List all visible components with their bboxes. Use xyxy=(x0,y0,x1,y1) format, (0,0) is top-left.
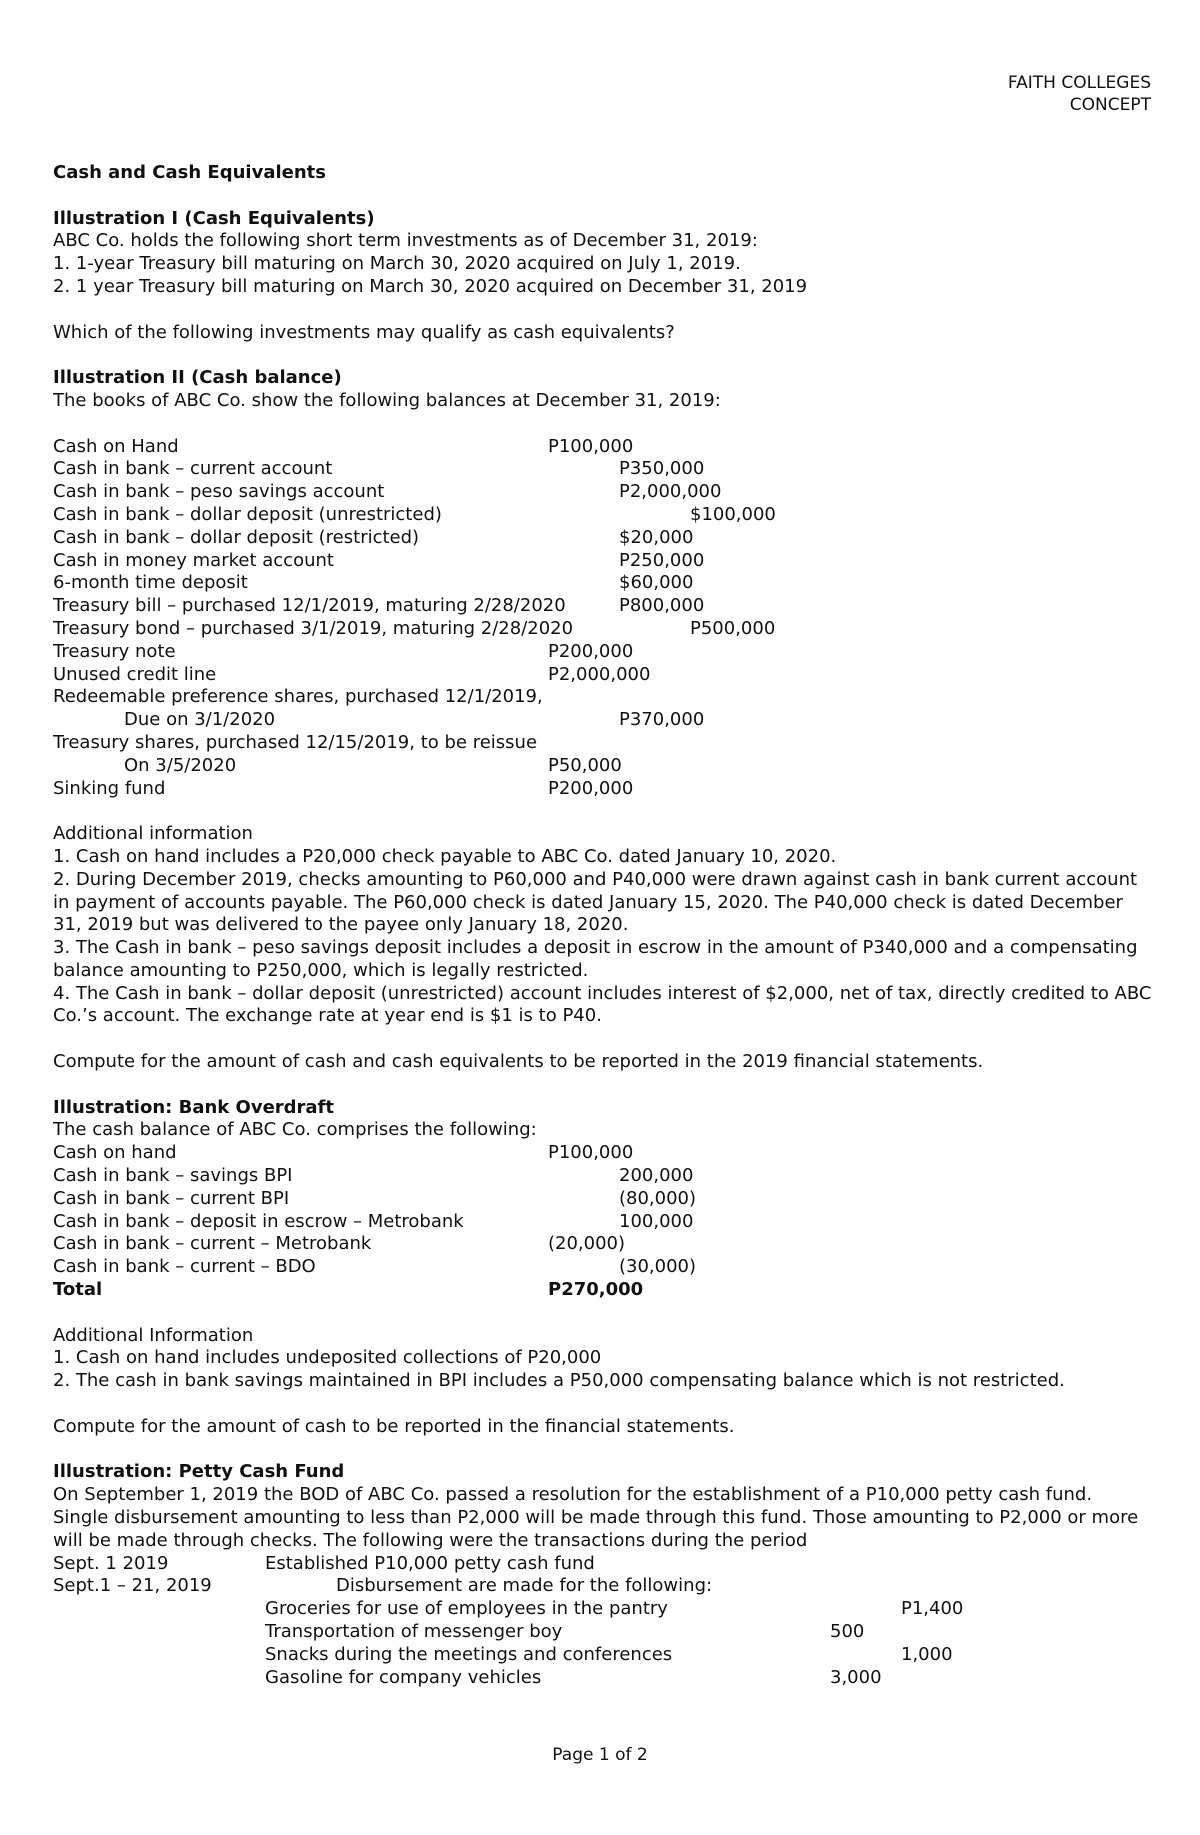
ill3-heading: Illustration: Bank Overdraft xyxy=(53,1096,334,1118)
table-row xyxy=(53,755,1153,778)
ill3-note-1: 1. Cash on hand includes undeposited collections of P20,000 xyxy=(53,1347,602,1369)
table-row xyxy=(53,1256,1153,1279)
page-header xyxy=(1008,72,1151,116)
row-label: Cash in bank – savings BPI xyxy=(53,1165,293,1187)
row-amount: P350,000 xyxy=(619,458,705,480)
item-label: Groceries for use of employees in the pantry xyxy=(265,1598,668,1620)
document-title: Cash and Cash Equivalents xyxy=(53,162,326,183)
row-amount: P50,000 xyxy=(548,754,622,776)
table-row xyxy=(53,504,1153,527)
row-label: Treasury note xyxy=(53,640,176,662)
transaction-text: Established P10,000 petty cash fund xyxy=(265,1552,595,1574)
ill1-heading: Illustration I (Cash Equivalents) xyxy=(53,207,375,229)
row-label: Treasury shares, purchased 12/15/2019, to be reissue xyxy=(53,731,538,753)
header-school-name: FAITH COLLEGES xyxy=(1007,73,1151,93)
petty-cash-row xyxy=(53,1575,1153,1598)
ill4-intro: On September 1, 2019 the BOD of ABC Co. passed a resolution for the establishment of a P10,000 petty cash fund. Single disbursement amounting to less than P2,000 will be made through this fund. Those amounting to P2,000 or more will be made through checks. The following were the transactions during the period xyxy=(53,1484,1139,1551)
row-label: Cash in bank – current BPI xyxy=(53,1187,290,1209)
row-label: Cash in bank – current – BDO xyxy=(53,1256,316,1278)
table-row xyxy=(53,527,1153,550)
ill4-heading: Illustration: Petty Cash Fund xyxy=(53,1461,345,1483)
table-row xyxy=(53,1188,1153,1211)
disbursement-item xyxy=(53,1644,1153,1667)
table-row xyxy=(53,709,1153,732)
transaction-date: Sept. 1 2019 xyxy=(53,1552,169,1574)
row-label: Sinking fund xyxy=(53,777,166,799)
table-row xyxy=(53,550,1153,573)
row-amount: P800,000 xyxy=(619,595,705,617)
item-amount: 500 xyxy=(830,1621,865,1642)
row-amount: $20,000 xyxy=(619,526,694,548)
transaction-text: Disbursement are made for the following: xyxy=(336,1575,713,1597)
row-amount: P100,000 xyxy=(548,1142,634,1164)
table-row xyxy=(53,1233,1153,1256)
table-row xyxy=(53,1165,1153,1188)
disbursement-item xyxy=(53,1667,1153,1690)
item-amount: 1,000 xyxy=(901,1643,953,1665)
row-amount: P370,000 xyxy=(619,709,705,731)
ill2-note-4: 4. The Cash in bank – dollar deposit (unrestricted) account includes interest of $2,000, net of tax, directly credited to ABC Co.’s account. The exchange rate at year end is $1 is to P40. xyxy=(53,982,1152,1027)
disbursement-item xyxy=(53,1621,1153,1644)
table-row xyxy=(53,686,1153,709)
table-row xyxy=(53,481,1153,504)
row-amount: (80,000) xyxy=(619,1187,697,1209)
row-label: 6-month time deposit xyxy=(53,572,248,594)
row-label: Cash on Hand xyxy=(53,435,179,457)
row-amount: P2,000,000 xyxy=(619,481,722,503)
row-label: Cash in bank – dollar deposit (unrestricted) xyxy=(53,503,442,525)
row-amount: 100,000 xyxy=(619,1210,694,1232)
row-amount: P200,000 xyxy=(548,640,634,662)
row-label: Cash in bank – dollar deposit (restricted) xyxy=(53,526,420,548)
ill2-balance-table xyxy=(53,436,1153,801)
total-amount: P270,000 xyxy=(548,1279,644,1301)
row-amount: P200,000 xyxy=(548,777,634,799)
row-label: Cash in bank – current account xyxy=(53,458,333,480)
ill3-note-2: 2. The cash in bank savings maintained in BPI includes a P50,000 compensating balance which is not restricted. xyxy=(53,1370,1065,1392)
table-row xyxy=(53,778,1153,801)
ill2-note-2: 2. During December 2019, checks amounting to P60,000 and P40,000 were drawn against cash in bank current account in payment of accounts payable. The P60,000 check is dated January 15, 2020. The P40,000 check is dated December 31, 2019 but was delivered to the payee only January 18, 2020. xyxy=(53,868,1138,936)
item-label: Gasoline for company vehicles xyxy=(265,1666,542,1688)
item-label: Snacks during the meetings and conferences xyxy=(265,1643,673,1665)
table-row xyxy=(53,664,1153,687)
row-label: Cash in bank – deposit in escrow – Metrobank xyxy=(53,1210,464,1232)
ill2-question: Compute for the amount of cash and cash equivalents to be reported in the 2019 financial statements. xyxy=(53,1051,984,1073)
ill2-note-1: 1. Cash on hand includes a P20,000 check payable to ABC Co. dated January 10, 2020. xyxy=(53,845,837,867)
row-label: Treasury bill – purchased 12/1/2019, maturing 2/28/2020 xyxy=(53,595,566,617)
table-row xyxy=(53,1142,1153,1165)
ill3-overdraft-table xyxy=(53,1142,1153,1302)
petty-cash-row xyxy=(53,1553,1153,1576)
item-amount: P1,400 xyxy=(901,1598,964,1620)
page-number: Page 1 of 2 xyxy=(552,1745,648,1765)
row-label: Redeemable preference shares, purchased 12/1/2019, xyxy=(53,686,543,708)
table-row xyxy=(53,595,1153,618)
row-label: Cash in bank – peso savings account xyxy=(53,481,385,503)
header-school-subtitle: CONCEPT xyxy=(1069,95,1151,115)
row-amount: $100,000 xyxy=(690,503,776,525)
table-row xyxy=(53,732,1153,755)
ill3-additional-heading: Additional Information xyxy=(53,1324,254,1346)
ill1-question: Which of the following investments may qualify as cash equivalents? xyxy=(53,321,675,343)
table-row xyxy=(53,572,1153,595)
table-row xyxy=(53,458,1153,481)
row-amount: P500,000 xyxy=(690,617,776,639)
ill2-note-3: 3. The Cash in bank – peso savings deposit includes a deposit in escrow in the amount of P340,000 and a compensating balance amounting to P250,000, which is legally restricted. xyxy=(53,937,1138,981)
table-row xyxy=(53,436,1153,459)
row-amount: (20,000) xyxy=(548,1233,626,1255)
item-label: Transportation of messenger boy xyxy=(265,1621,563,1642)
ill2-heading: Illustration II (Cash balance) xyxy=(53,367,342,389)
row-amount: P250,000 xyxy=(619,549,705,571)
total-row xyxy=(53,1279,1153,1302)
ill1-intro: ABC Co. holds the following short term investments as of December 31, 2019: xyxy=(53,230,758,252)
row-label: Due on 3/1/2020 xyxy=(124,709,276,731)
ill1-item-1: 1. 1-year Treasury bill maturing on March 30, 2020 acquired on July 1, 2019. xyxy=(53,253,741,275)
table-row xyxy=(53,1211,1153,1234)
row-label: On 3/5/2020 xyxy=(124,754,237,776)
row-label: Cash in money market account xyxy=(53,549,334,571)
document-body xyxy=(53,162,1153,1689)
transaction-date: Sept.1 – 21, 2019 xyxy=(53,1575,212,1597)
total-label: Total xyxy=(53,1279,103,1301)
ill3-intro: The cash balance of ABC Co. comprises the following: xyxy=(53,1119,537,1141)
row-amount: (30,000) xyxy=(619,1256,697,1278)
row-label: Cash in bank – current – Metrobank xyxy=(53,1233,372,1255)
row-amount: P2,000,000 xyxy=(548,663,651,685)
table-row xyxy=(53,641,1153,664)
item-amount: 3,000 xyxy=(830,1666,882,1688)
row-amount: 200,000 xyxy=(619,1165,694,1187)
ill1-item-2: 2. 1 year Treasury bill maturing on March 30, 2020 acquired on December 31, 2019 xyxy=(53,275,808,297)
ill2-intro: The books of ABC Co. show the following balances at December 31, 2019: xyxy=(53,389,721,411)
ill2-additional-heading: Additional information xyxy=(53,823,253,845)
row-label: Treasury bond – purchased 3/1/2019, maturing 2/28/2020 xyxy=(53,617,574,639)
row-amount: P100,000 xyxy=(548,435,634,457)
disbursement-item xyxy=(53,1598,1153,1621)
ill3-question: Compute for the amount of cash to be reported in the financial statements. xyxy=(53,1415,735,1437)
row-amount: $60,000 xyxy=(619,572,694,594)
table-row xyxy=(53,618,1153,641)
row-label: Cash on hand xyxy=(53,1142,177,1164)
row-label: Unused credit line xyxy=(53,663,217,685)
